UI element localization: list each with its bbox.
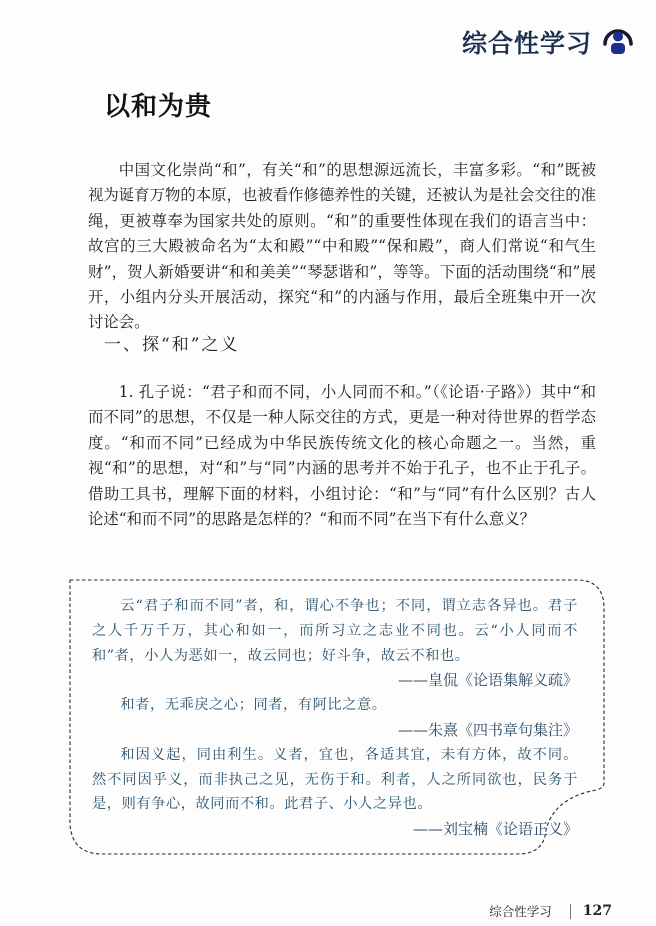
footer-divider xyxy=(570,904,571,919)
quote-text: 云“君子和而不同”者，和，谓心不争也；不同，谓立志各异也。君子之人千万千万，其心和如一，而所习立之志业不同也。云“小人同而不和”者，小人为恶如一，故云同也；好斗争，故云不和也。 xyxy=(92,598,578,664)
page-header xyxy=(0,0,656,78)
intro-paragraph: 中国文化崇尚“和”，有关“和”的思想源远流长，丰富多彩。“和”既被视为诞育万物的本原，也被看作修德养性的关键，还被认为是社会交往的准绳，更被尊奉为国家共处的原则。“和”的重要性体现在我们的语言当中：故宫的三大殿被命名为“太和殿”“中和殿”“保和殿”，商人们常说“和气生财”，贺人新婚要讲“和和美美”“琴瑟谐和”，等等。下面的活动围绕“和”展开，小组内分头开展活动，探究“和”的内涵与作用，最后全班集中开一次讨论会。 xyxy=(88,161,596,332)
section-heading: 一、探“和”之义 xyxy=(104,335,240,355)
person-headset-icon xyxy=(600,22,636,58)
section-label: 综合性学习 xyxy=(461,29,592,58)
quote-box xyxy=(68,578,606,856)
question-1: 1. 孔子说：“君子和而不同，小人同而不和。”（《论语·子路》）其中“和而不同”的思想，不仅是一种人际交往的方式，更是一种对待世界的哲学态度。“和而不同”已经成为中华民族传统文化的核心命题之一。当然，重视“和”的思想，对“和”与“同”内涵的思考并不始于孔子，也不止于孔子。借助工具书，理解下面的材料，小组讨论：“和”与“同”有什么区别？古人论述“和而不同”的思路是怎样的？“和而不同”在当下有什么意义？ xyxy=(88,383,596,529)
quote-body xyxy=(92,594,578,842)
quote-source: ——皇侃《论语集解义疏》 xyxy=(397,671,578,690)
footer-section-label: 综合性学习 xyxy=(489,904,552,919)
quote-text: 和者，无乖戾之心；同者，有阿比之意。 xyxy=(120,697,387,714)
page-title: 以和为贵 xyxy=(104,92,213,122)
quote-source: ——刘宝楠《论语正义》 xyxy=(412,820,578,839)
quote-text: 和因义起，同由利生。义者，宜也，各适其宜，未有方体，故不同。然不同因乎义，而非执己之见，无伤于和。利者，人之所同欲也，民务于是，则有争心，故同而不和。此君子、小人之异也。 xyxy=(92,746,578,813)
page-number: 127 xyxy=(582,903,612,919)
quote-source: ——朱熹《四书章句集注》 xyxy=(397,720,578,739)
page-footer xyxy=(489,902,612,920)
